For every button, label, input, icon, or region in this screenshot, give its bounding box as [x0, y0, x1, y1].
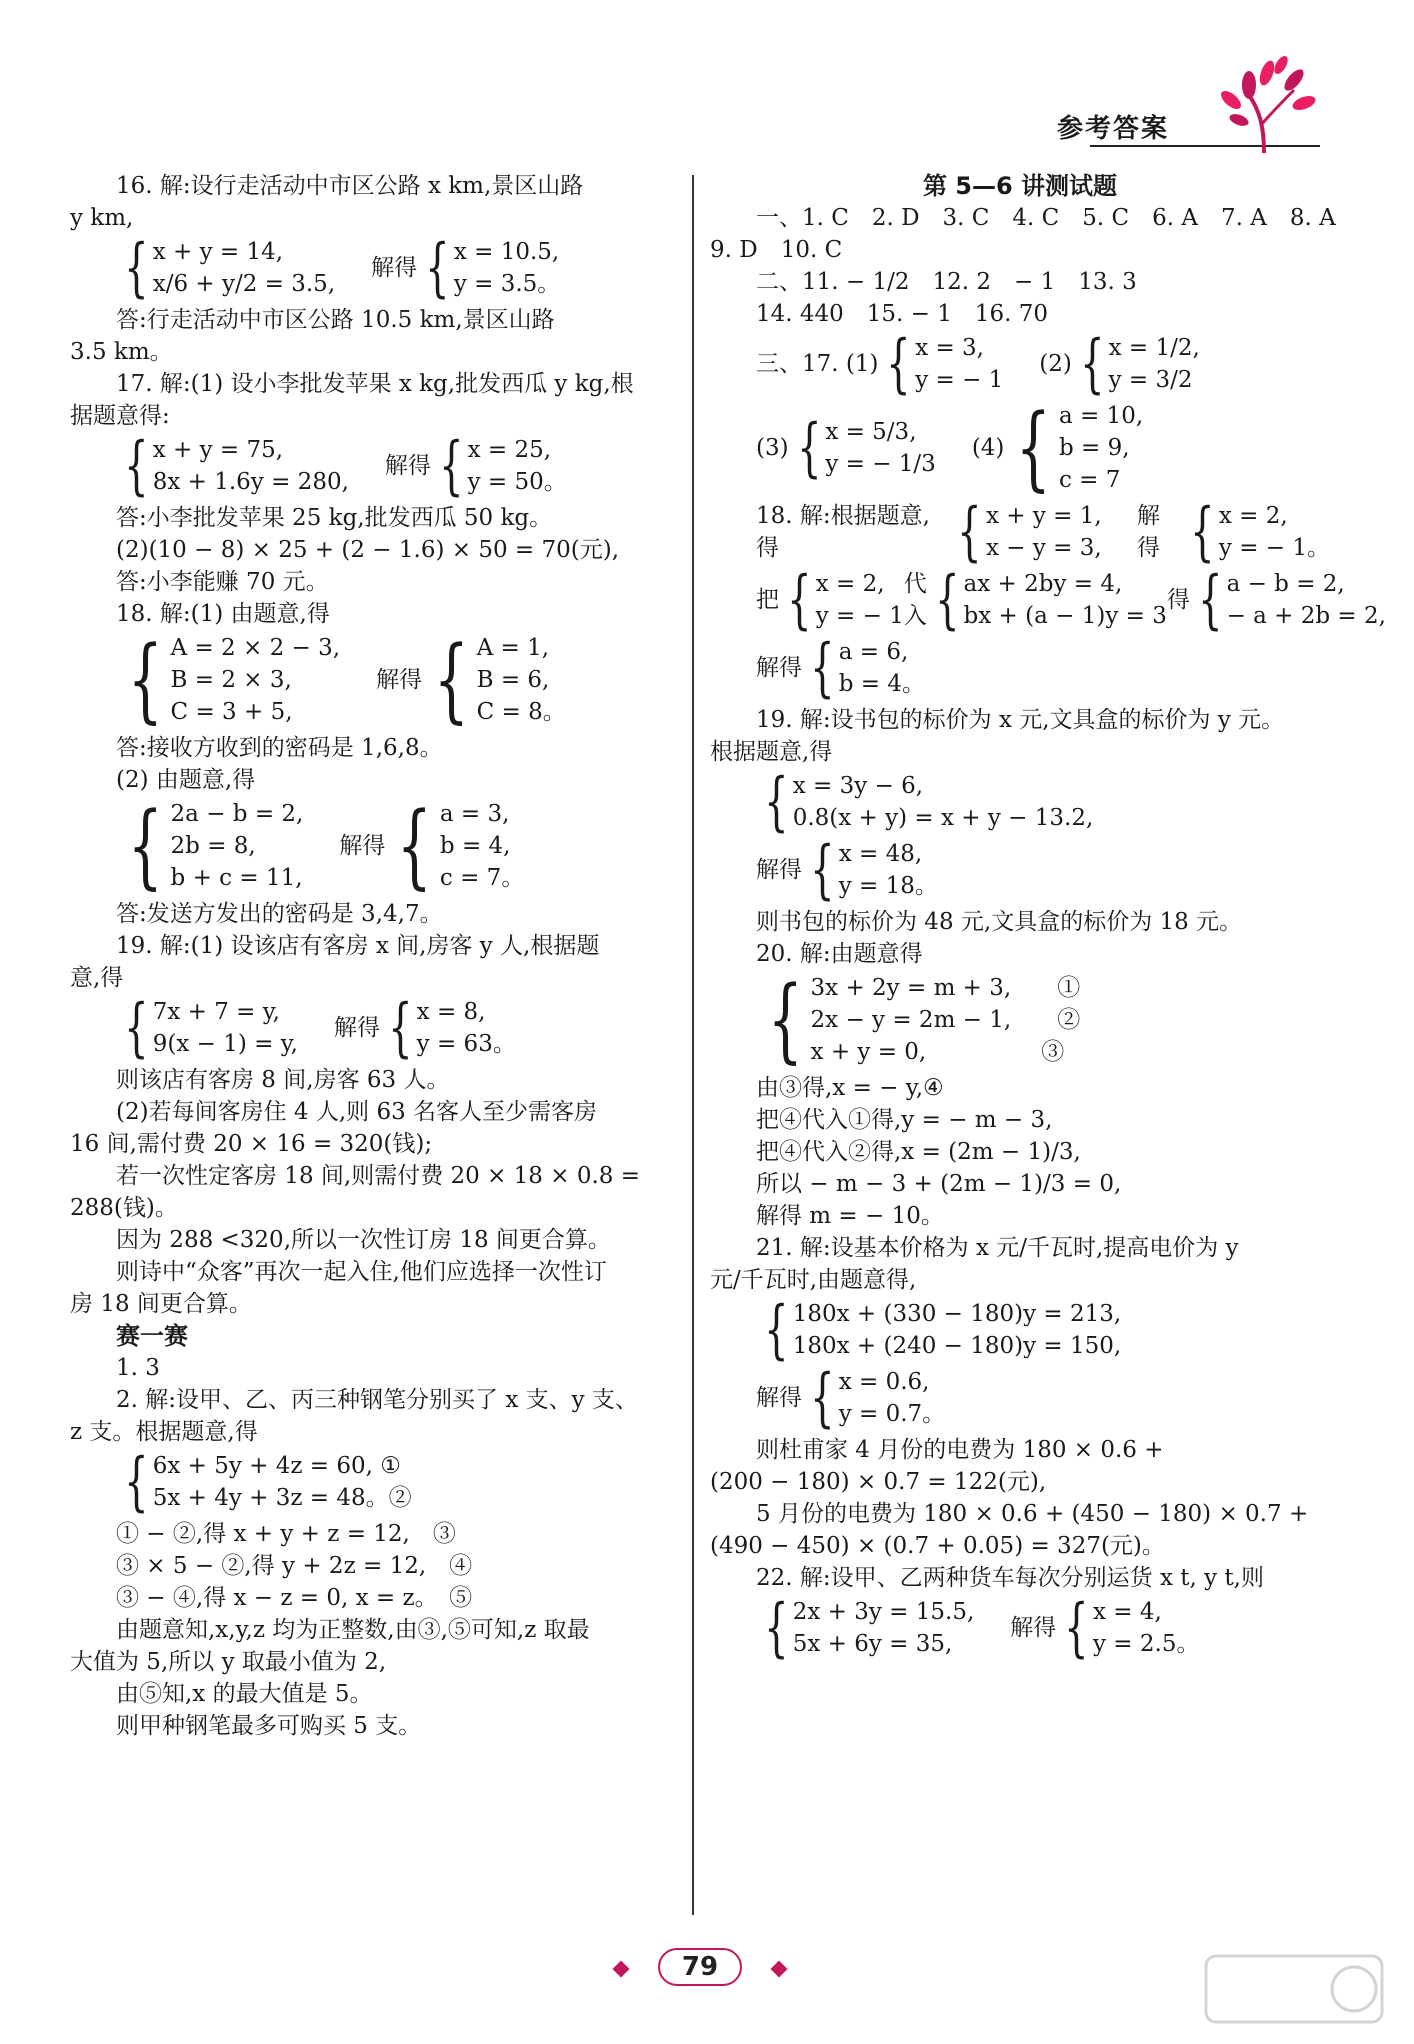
left-column — [70, 170, 680, 1742]
text-line: 答:小李批发苹果 25 kg,批发西瓜 50 kg。 — [116, 505, 553, 531]
text-line: 意,得 — [70, 965, 124, 991]
text-line: 答:小李能赚 70 元。 — [116, 569, 329, 595]
text-line: 16. 解:设行走活动中市区公路 x km,景区山路 — [116, 173, 584, 199]
text-line: 一、1. C 2. D 3. C 4. C 5. C 6. A 7. A 8. A — [756, 205, 1336, 231]
text-line: ① − ②,得 x + y + z = 12, ③ — [116, 1521, 456, 1547]
test-title: 第 5—6 讲测试题 — [922, 172, 1118, 200]
text-line: 若一次性定客房 18 间,则需付费 20 × 18 × 0.8 = — [116, 1163, 640, 1189]
text-line: 由题意知,x,y,z 均为正整数,由③,⑤可知,z 取最 — [116, 1617, 590, 1643]
section-heading: 赛一赛 — [116, 1322, 188, 1350]
text-line: 大值为 5,所以 y 取最小值为 2, — [70, 1649, 387, 1675]
text-line: ③ − ④,得 x − z = 0, x = z。 ⑤ — [116, 1585, 473, 1611]
equation-system: 三、17. (1) { x = 3, y = − 1 (2) { x = 1/2, y = 3/2 — [756, 327, 1200, 401]
text-line: 18. 解:(1) 由题意,得 — [116, 601, 330, 627]
diamond-icon — [613, 1961, 630, 1978]
text-line: ③ × 5 − ②,得 y + 2z = 12, ④ — [116, 1553, 473, 1579]
column-divider — [692, 175, 694, 1915]
text-line: 则书包的标价为 48 元,文具盒的标价为 18 元。 — [756, 909, 1243, 935]
tree-icon — [1209, 55, 1319, 155]
equation-system: { 2x + 3y = 15.5, 5x + 6y = 35, 解得 { x = 4, y = 2.5。 — [764, 1591, 1200, 1665]
equation-system: 解得 { a = 6, b = 4。 — [756, 631, 925, 705]
text-line: 则杜甫家 4 月份的电费为 180 × 0.6 + — [756, 1437, 1164, 1463]
right-column — [710, 170, 1386, 1665]
section-title: 参考答案 — [1056, 114, 1169, 144]
watermark-icon — [1204, 1954, 1384, 2024]
text-line: 17. 解:(1) 设小李批发苹果 x kg,批发西瓜 y kg,根 — [116, 371, 634, 397]
text-line: 二、11. − 1/2 12. 2 − 1 13. 3 — [756, 269, 1137, 295]
text-line: 则该店有客房 8 间,房客 63 人。 — [116, 1067, 450, 1093]
equation-system: { 7x + 7 = y, 9(x − 1) = y, 解得 { x = 8, y = 63。 — [124, 991, 516, 1065]
text-line: 元/千瓦时,由题意得, — [710, 1267, 917, 1293]
equation-system: 18. 解:根据题意,得 { x + y = 1, x − y = 3, 解得 { x = 2, y = − 1。 — [756, 495, 1330, 569]
text-line: 288(钱)。 — [70, 1195, 178, 1221]
text-line: 9. D 10. C — [710, 237, 843, 263]
page-number: 79 — [640, 1945, 760, 1989]
text-line: (2) 由题意,得 — [116, 767, 256, 793]
equation-system: 把 { x = 2, y = − 1 代入 { ax + 2by = 4, bx + (a − 1)y = 3 得 { a − b = 2, − a + 2b = 2, — [756, 563, 1386, 637]
text-line: 3.5 km。 — [70, 339, 173, 365]
text-line: 答:接收方收到的密码是 1,6,8。 — [116, 735, 443, 761]
equation-system: { 6x + 5y + 4z = 60, ① 5x + 4y + 3z = 48。② — [124, 1445, 412, 1519]
equation-system: { 2a − b = 2, 2b = 8, b + c = 11, 解得 { a = 3, b = 4, c = 7。 — [127, 792, 525, 899]
text-line: 5 月份的电费为 180 × 0.6 + (450 − 180) × 0.7 + — [756, 1501, 1309, 1527]
text-line: 22. 解:设甲、乙两种货车每次分别运货 x t, y t,则 — [756, 1565, 1264, 1591]
text-line: 所以 − m − 3 + (2m − 1)/3 = 0, — [756, 1171, 1122, 1197]
text-line: 19. 解:(1) 设该店有客房 x 间,房客 y 人,根据题 — [116, 933, 600, 959]
equation-system: { A = 2 × 2 − 3, B = 2 × 3, C = 3 + 5, 解得 { A = 1, B = 6, C = 8。 — [127, 626, 566, 733]
text-line: 19. 解:设书包的标价为 x 元,文具盒的标价为 y 元。 — [756, 707, 1285, 733]
equation-system: (3) { x = 5/3, y = − 1/3 (4) { a = 10, b = 9, c = 7 — [756, 394, 1144, 501]
equation-system: 解得 { x = 48, y = 18。 — [756, 833, 938, 907]
text-line: 房 18 间更合算。 — [70, 1291, 252, 1317]
text-line: (490 − 450) × (0.7 + 0.05) = 327(元)。 — [710, 1533, 1165, 1559]
equation-system: { x = 3y − 6, 0.8(x + y) = x + y − 13.2, — [764, 765, 1094, 839]
text-line: 根据题意,得 — [710, 739, 833, 765]
equation-system: { x + y = 75, 8x + 1.6y = 280, 解得 { x = 25, y = 50。 — [124, 429, 567, 503]
text-line: 1. 3 — [116, 1355, 160, 1381]
text-line: 由③得,x = − y,④ — [756, 1075, 944, 1101]
text-line: (2)若每间客房住 4 人,则 63 名客人至少需客房 — [116, 1099, 598, 1125]
text-line: 答:行走活动中市区公路 10.5 km,景区山路 — [116, 307, 555, 333]
equation-system: { x + y = 14, x/6 + y/2 = 3.5, 解得 { x = 10.5, y = 3.5。 — [124, 231, 561, 305]
text-line: z 支。根据题意,得 — [70, 1419, 258, 1445]
text-line: 14. 440 15. − 1 16. 70 — [756, 301, 1049, 327]
text-line: 则诗中“众客”再次一起入住,他们应选择一次性订 — [116, 1259, 607, 1285]
text-line: 20. 解:由题意得 — [756, 941, 923, 967]
text-line: 由⑤知,x 的最大值是 5。 — [116, 1681, 373, 1707]
diamond-icon — [771, 1961, 788, 1978]
text-line: 则甲种钢笔最多可购买 5 支。 — [116, 1713, 422, 1739]
equation-system: { 3x + 2y = m + 3, ① 2x − y = 2m − 1, ② x + y = 0, ③ — [767, 966, 1081, 1073]
text-line: 2. 解:设甲、乙、丙三种钢笔分别买了 x 支、y 支、 — [116, 1387, 638, 1413]
text-line: (200 − 180) × 0.7 = 122(元), — [710, 1469, 1047, 1495]
text-line: 因为 288 <320,所以一次性订房 18 间更合算。 — [116, 1227, 611, 1253]
text-line: 把④代入①得,y = − m − 3, — [756, 1107, 1053, 1133]
equation-system: 解得 { x = 0.6, y = 0.7。 — [756, 1361, 946, 1435]
text-line: 解得 m = − 10。 — [756, 1203, 944, 1229]
text-line: 据题意得: — [70, 403, 170, 429]
text-line: (2)(10 − 8) × 25 + (2 − 1.6) × 50 = 70(元), — [116, 537, 620, 563]
equation-system: { 180x + (330 − 180)y = 213, 180x + (240 − 180)y = 150, — [764, 1293, 1122, 1367]
text-line: 21. 解:设基本价格为 x 元/千瓦时,提高电价为 y — [756, 1235, 1239, 1261]
text-line: 把④代入②得,x = (2m − 1)/3, — [756, 1139, 1081, 1165]
text-line: 16 间,需付费 20 × 16 = 320(钱); — [70, 1131, 433, 1157]
text-line: y km, — [70, 205, 134, 231]
text-line: 答:发送方发出的密码是 3,4,7。 — [116, 901, 443, 927]
